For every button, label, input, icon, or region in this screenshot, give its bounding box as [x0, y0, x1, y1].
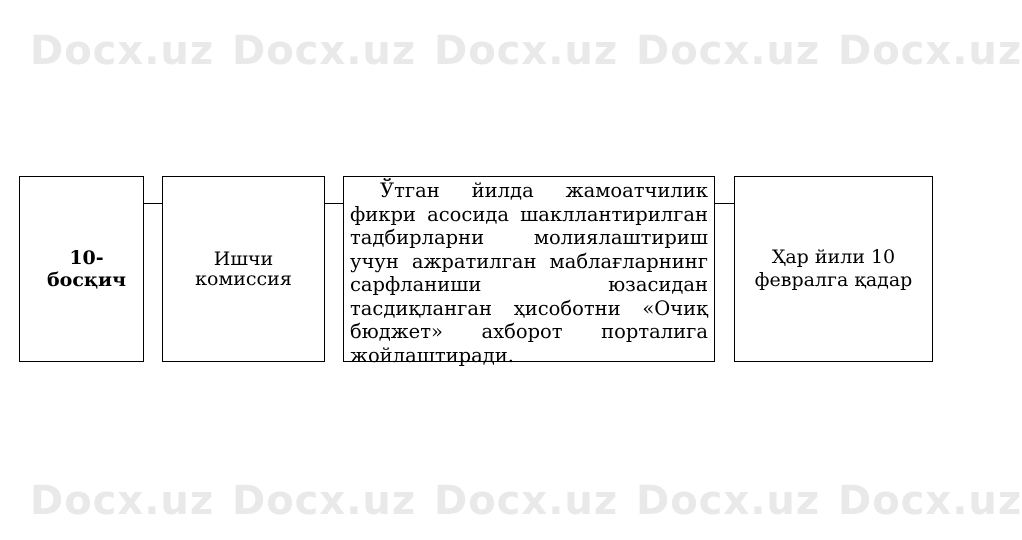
- connector-line: [144, 203, 162, 204]
- watermark: Docx.uz: [232, 28, 417, 74]
- watermark: Docx.uz: [636, 478, 821, 524]
- connector-line: [715, 203, 734, 204]
- watermark: Docx.uz: [434, 28, 619, 74]
- watermark: Docx.uz: [434, 478, 619, 524]
- connector-line: [325, 203, 343, 204]
- stage-box: [19, 176, 144, 362]
- watermark: Docx.uz: [30, 478, 215, 524]
- responsible-box: [162, 176, 325, 362]
- deadline-box: [734, 176, 933, 362]
- deadline-label: Ҳар йили 10 февралга қадар: [754, 246, 913, 291]
- watermark: Docx.uz: [232, 478, 417, 524]
- watermark: Docx.uz: [30, 28, 215, 74]
- watermark: Docx.uz: [838, 478, 1022, 524]
- watermark: Docx.uz: [838, 28, 1022, 74]
- action-box: [343, 176, 715, 367]
- watermark: Docx.uz: [636, 28, 821, 74]
- action-text: Ўтган йилда жамоатчилик фикри асосида шакллантирилган тадбирларни молиялаштириш учун ажратилган маблағларнинг сарфланиши юзасидан тасдиқланган ҳисоботни «Очиқ бюджет» ахборот порталига жойлаштиради.: [350, 179, 708, 367]
- responsible-label: Ишчи комиссия: [195, 248, 292, 290]
- stage-label: 10-босқич: [46, 247, 127, 291]
